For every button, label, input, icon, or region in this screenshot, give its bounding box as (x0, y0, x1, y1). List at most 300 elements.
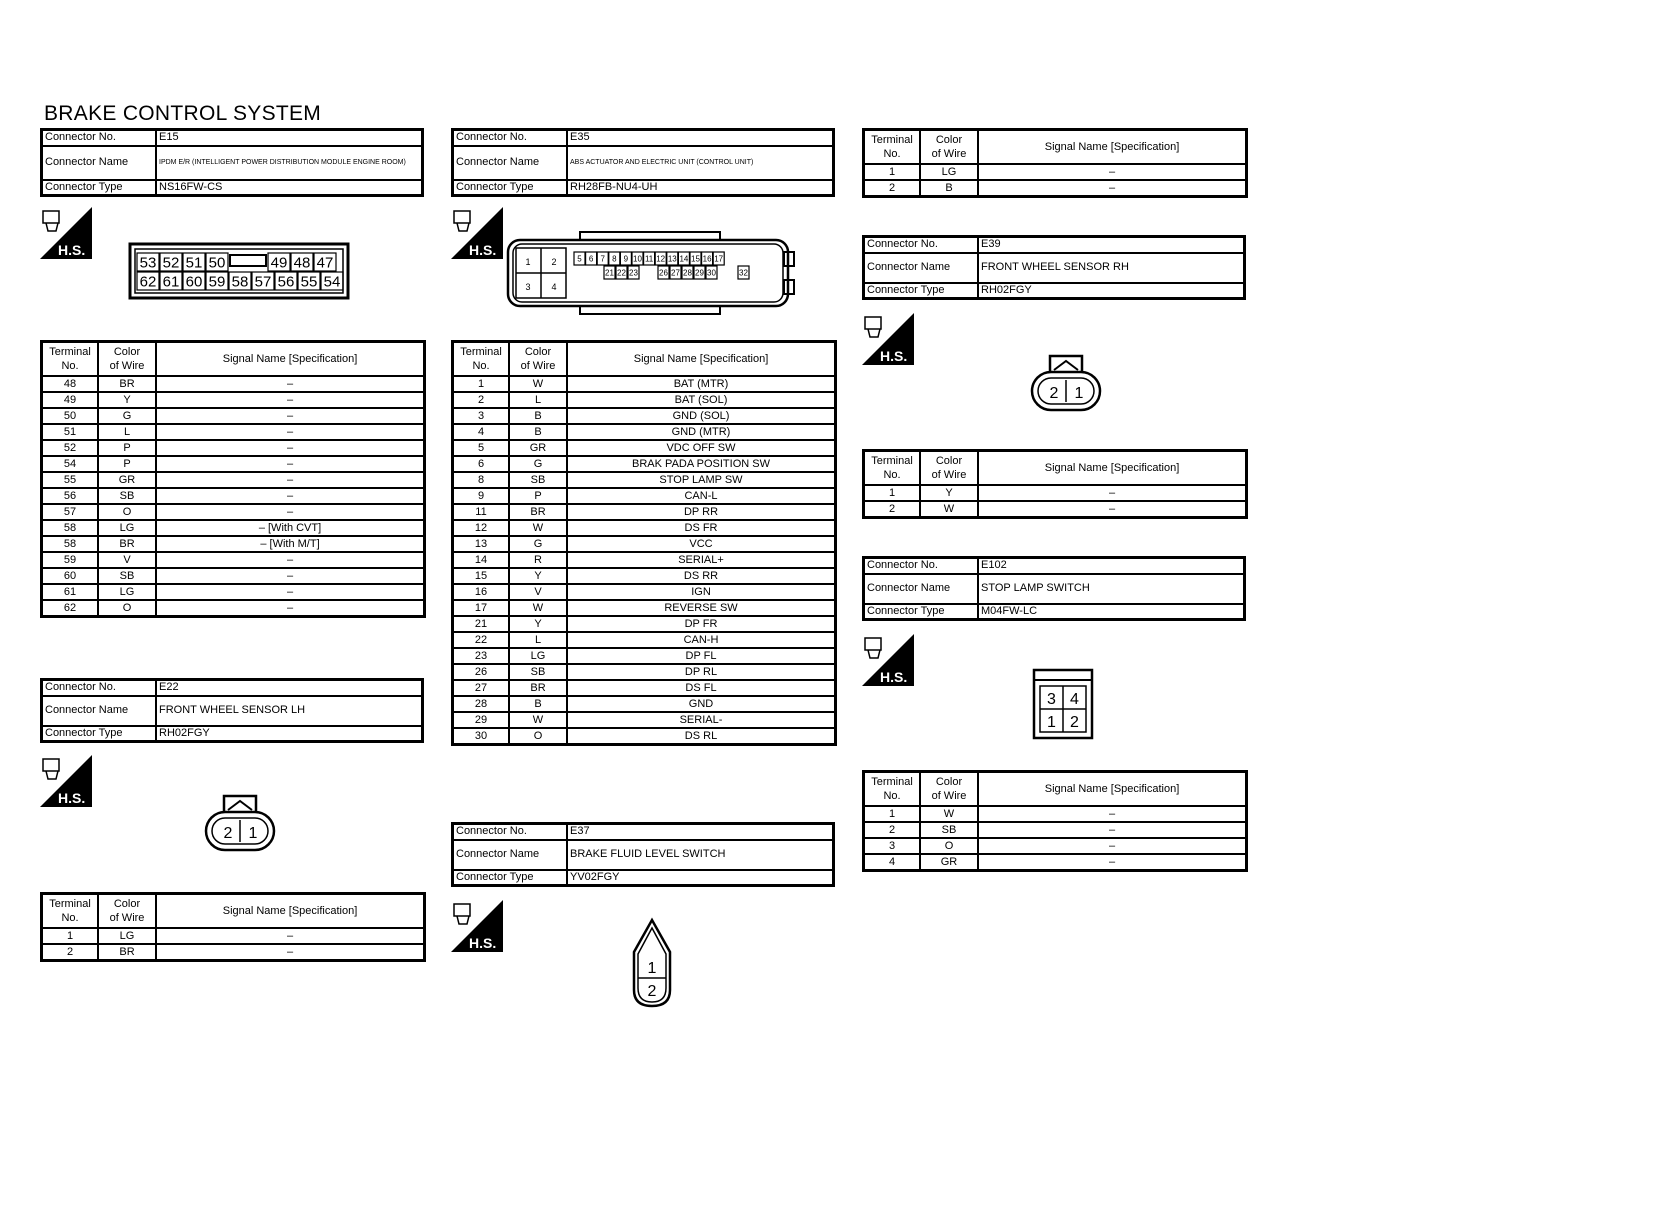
signal-cell: DS RL (567, 728, 836, 745)
terminal-no-header: Terminal No. (864, 772, 921, 807)
signal-cell: – (156, 928, 425, 944)
terminal-cell: 52 (42, 440, 99, 456)
terminal-cell: 50 (42, 408, 99, 424)
wire-color-cell: BR (98, 376, 156, 392)
pin-label: 4 (551, 282, 557, 292)
table-row (42, 584, 425, 600)
wire-color-cell: W (920, 806, 978, 822)
connector-type-value: M04FW-LC (978, 604, 1245, 620)
pin-label: 52 (162, 254, 180, 272)
wire-color-cell: LG (920, 164, 978, 180)
table-row (453, 504, 836, 520)
signal-cell: – (156, 456, 425, 472)
wire-color-cell: G (509, 456, 567, 472)
terminal-cell: 4 (453, 424, 510, 440)
table-row (453, 536, 836, 552)
color-header: Color of Wire (920, 772, 978, 807)
table-row (453, 520, 836, 536)
terminal-cell: 12 (453, 520, 510, 536)
signal-cell: – (156, 472, 425, 488)
connector-name-label: Connector Name (453, 840, 568, 870)
pin-label: 29 (695, 268, 704, 278)
wire-color-cell: GR (509, 440, 567, 456)
connector-name-value: BRAKE FLUID LEVEL SWITCH (567, 840, 834, 870)
color-header: Color of Wire (920, 130, 978, 165)
connector-name-label: Connector Name (453, 146, 568, 180)
signal-cell: BRAK PADA POSITION SW (567, 456, 836, 472)
page-title: BRAKE CONTROL SYSTEM (44, 102, 322, 125)
e102-connector-face (1032, 668, 1094, 740)
connector-name-value: FRONT WHEEL SENSOR LH (156, 696, 423, 726)
wire-color-cell: LG (98, 584, 156, 600)
terminal-cell: 6 (453, 456, 510, 472)
table-row (864, 485, 1247, 501)
terminal-cell: 1 (864, 485, 921, 501)
harness-side-icon (40, 755, 92, 807)
wire-color-cell: Y (509, 568, 567, 584)
table-row (42, 600, 425, 617)
wire-color-cell: R (509, 552, 567, 568)
pin-label: 1 (1074, 385, 1084, 402)
connector-no-value: E15 (156, 130, 423, 146)
pin-label: 4 (1070, 691, 1079, 708)
pin-label: 55 (300, 273, 318, 291)
terminal-cell: 2 (864, 180, 921, 197)
wire-color-cell: SB (509, 664, 567, 680)
connector-name-label: Connector Name (864, 253, 979, 283)
wire-color-cell: B (509, 424, 567, 440)
terminal-cell: 58 (42, 536, 99, 552)
connector-name-label: Connector Name (864, 574, 979, 604)
harness-side-icon (862, 313, 914, 365)
e35-connector-face (506, 230, 796, 316)
terminal-cell: 23 (453, 648, 510, 664)
signal-cell: SERIAL+ (567, 552, 836, 568)
table-row (453, 424, 836, 440)
color-header: Color of Wire (509, 342, 567, 377)
connector-no-value: E35 (567, 130, 834, 146)
signal-cell: DP FR (567, 616, 836, 632)
signal-cell: – (156, 488, 425, 504)
signal-name-header: Signal Name [Specification] (156, 342, 425, 377)
e15-pin-table (40, 340, 426, 618)
pin-label: 2 (647, 983, 657, 1000)
wire-color-cell: Y (509, 616, 567, 632)
table-row (864, 164, 1247, 180)
wire-color-cell: P (98, 456, 156, 472)
terminal-cell: 56 (42, 488, 99, 504)
pin-label: 1 (248, 825, 258, 842)
terminal-cell: 15 (453, 568, 510, 584)
connector-type-value: RH02FGY (156, 726, 423, 742)
table-row (42, 568, 425, 584)
terminal-cell: 62 (42, 600, 99, 617)
pin-label: 27 (671, 268, 680, 278)
svg-text:H.S.: H.S. (469, 935, 497, 951)
signal-cell: – (978, 822, 1247, 838)
connector-no-label: Connector No. (453, 130, 568, 146)
terminal-cell: 2 (453, 392, 510, 408)
connector-no-value: E37 (567, 824, 834, 840)
terminal-cell: 4 (864, 854, 921, 871)
terminal-cell: 1 (453, 376, 510, 392)
wire-color-cell: L (509, 632, 567, 648)
signal-cell: BAT (MTR) (567, 376, 836, 392)
signal-cell: SERIAL- (567, 712, 836, 728)
connector-type-value: NS16FW-CS (156, 180, 423, 196)
signal-cell: – [With M/T] (156, 536, 425, 552)
wire-color-cell: Y (920, 485, 978, 501)
signal-cell: GND (SOL) (567, 408, 836, 424)
signal-cell: – (978, 806, 1247, 822)
pin-label: 2 (1070, 714, 1079, 731)
terminal-cell: 22 (453, 632, 510, 648)
color-header: Color of Wire (98, 894, 156, 929)
connector-name-label: Connector Name (42, 696, 157, 726)
table-row (42, 456, 425, 472)
wire-color-cell: V (98, 552, 156, 568)
e37-pin-table (862, 128, 1248, 198)
terminal-cell: 2 (864, 501, 921, 518)
terminal-cell: 48 (42, 376, 99, 392)
table-row (864, 854, 1247, 871)
pin-label: 49 (270, 254, 288, 272)
wire-color-cell: W (920, 501, 978, 518)
harness-side-icon (451, 207, 503, 259)
e15-connector-face (128, 242, 350, 300)
pin-label: 11 (644, 254, 654, 264)
connector-type-label: Connector Type (42, 180, 157, 196)
table-row (453, 680, 836, 696)
pin-label: 60 (185, 273, 203, 291)
pin-label: 3 (1047, 691, 1056, 708)
pin-label: 13 (667, 254, 677, 264)
pin-label: 7 (600, 254, 605, 264)
wire-color-cell: L (98, 424, 156, 440)
terminal-cell: 1 (864, 164, 921, 180)
pin-label: 50 (208, 254, 226, 272)
terminal-cell: 59 (42, 552, 99, 568)
terminal-cell: 26 (453, 664, 510, 680)
connector-type-value: RH28FB-NU4-UH (567, 180, 834, 196)
signal-cell: – (978, 485, 1247, 501)
wire-color-cell: GR (920, 854, 978, 871)
e39-connector-face (1028, 352, 1104, 414)
wire-color-cell: LG (98, 928, 156, 944)
pin-label: 17 (714, 254, 724, 264)
terminal-cell: 51 (42, 424, 99, 440)
table-row (42, 536, 425, 552)
signal-cell: – [With CVT] (156, 520, 425, 536)
signal-cell: DP RL (567, 664, 836, 680)
connector-no-value: E102 (978, 558, 1245, 574)
terminal-cell: 2 (864, 822, 921, 838)
terminal-cell: 5 (453, 440, 510, 456)
pin-label: 26 (659, 268, 668, 278)
pin-label: 15 (691, 254, 700, 264)
signal-cell: – (156, 424, 425, 440)
signal-cell: – (978, 838, 1247, 854)
table-row (453, 488, 836, 504)
table-row (453, 648, 836, 664)
terminal-cell: 8 (453, 472, 510, 488)
table-row (453, 712, 836, 728)
color-header: Color of Wire (98, 342, 156, 377)
table-row (42, 424, 425, 440)
table-row (42, 928, 425, 944)
table-row (453, 456, 836, 472)
pin-label: 5 (577, 254, 582, 264)
signal-cell: DP FL (567, 648, 836, 664)
wire-color-cell: SB (98, 488, 156, 504)
connector-type-value: RH02FGY (978, 283, 1245, 299)
e102-connector-info (862, 556, 1246, 621)
wire-color-cell: GR (98, 472, 156, 488)
signal-cell: – (978, 501, 1247, 518)
table-row (453, 472, 836, 488)
wire-color-cell: O (98, 504, 156, 520)
connector-name-value: IPDM E/R (INTELLIGENT POWER DISTRIBUTION MODULE ENGINE ROOM) (156, 146, 423, 180)
e37-connector-info (451, 822, 835, 887)
svg-text:H.S.: H.S. (469, 242, 497, 258)
signal-cell: – (156, 584, 425, 600)
pin-label: 58 (231, 273, 249, 291)
wire-color-cell: W (509, 376, 567, 392)
harness-side-icon (40, 207, 92, 259)
terminal-no-header: Terminal No. (864, 451, 921, 486)
pin-label: 28 (683, 268, 692, 278)
connector-type-label: Connector Type (42, 726, 157, 742)
terminal-cell: 27 (453, 680, 510, 696)
table-row (42, 552, 425, 568)
connector-type-value: YV02FGY (567, 870, 834, 886)
e35-connector-info (451, 128, 835, 197)
table-row (453, 568, 836, 584)
table-row (42, 408, 425, 424)
connector-no-value: E22 (156, 680, 423, 696)
signal-cell: – (978, 180, 1247, 197)
pin-label: 62 (139, 273, 157, 291)
signal-cell: GND (567, 696, 836, 712)
wire-color-cell: V (509, 584, 567, 600)
pin-label: 59 (208, 273, 226, 291)
signal-cell: – (156, 392, 425, 408)
wire-color-cell: O (920, 838, 978, 854)
wire-color-cell: SB (509, 472, 567, 488)
wire-color-cell: LG (509, 648, 567, 664)
signal-name-header: Signal Name [Specification] (978, 130, 1247, 165)
pin-label: 16 (702, 254, 712, 264)
terminal-cell: 3 (453, 408, 510, 424)
table-row (453, 376, 836, 392)
connector-name-label: Connector Name (42, 146, 157, 180)
pin-label: 47 (316, 254, 334, 272)
table-row (42, 944, 425, 961)
signal-name-header: Signal Name [Specification] (978, 772, 1247, 807)
signal-cell: – (156, 376, 425, 392)
wire-color-cell: BR (509, 680, 567, 696)
signal-cell: GND (MTR) (567, 424, 836, 440)
table-row (453, 696, 836, 712)
pin-label: 57 (254, 273, 272, 291)
terminal-cell: 58 (42, 520, 99, 536)
pin-label: 6 (588, 254, 594, 264)
e102-pin-table (862, 770, 1248, 872)
table-row (864, 822, 1247, 838)
terminal-cell: 21 (453, 616, 510, 632)
pin-label: 2 (223, 825, 233, 842)
table-row (42, 440, 425, 456)
terminal-cell: 14 (453, 552, 510, 568)
terminal-cell: 13 (453, 536, 510, 552)
table-row (42, 472, 425, 488)
pin-label: 9 (623, 254, 629, 264)
wire-color-cell: BR (98, 944, 156, 961)
table-row (453, 584, 836, 600)
connector-no-label: Connector No. (453, 824, 568, 840)
pin-label: 48 (293, 254, 311, 272)
pin-label: 10 (633, 254, 642, 264)
signal-cell: DS RR (567, 568, 836, 584)
harness-side-icon (451, 900, 503, 952)
table-row (453, 600, 836, 616)
color-header: Color of Wire (920, 451, 978, 486)
terminal-cell: 61 (42, 584, 99, 600)
pin-label: 12 (656, 254, 666, 264)
terminal-cell: 55 (42, 472, 99, 488)
connector-name-value: FRONT WHEEL SENSOR RH (978, 253, 1245, 283)
e22-connector-info (40, 678, 424, 743)
signal-cell: – (156, 600, 425, 617)
table-row (42, 392, 425, 408)
connector-type-label: Connector Type (864, 604, 979, 620)
terminal-no-header: Terminal No. (42, 894, 99, 929)
pin-label: 1 (647, 960, 657, 977)
wire-color-cell: SB (98, 568, 156, 584)
signal-cell: VCC (567, 536, 836, 552)
terminal-cell: 28 (453, 696, 510, 712)
wire-color-cell: G (509, 536, 567, 552)
pin-label: 54 (323, 273, 341, 291)
svg-text:H.S.: H.S. (58, 242, 86, 258)
terminal-cell: 30 (453, 728, 510, 745)
table-row (42, 520, 425, 536)
connector-no-label: Connector No. (42, 130, 157, 146)
pin-label: 30 (707, 268, 716, 278)
wire-color-cell: W (509, 712, 567, 728)
terminal-no-header: Terminal No. (864, 130, 921, 165)
signal-cell: DS FR (567, 520, 836, 536)
signal-cell: STOP LAMP SW (567, 472, 836, 488)
pin-label: 56 (277, 273, 295, 291)
connector-type-label: Connector Type (453, 180, 568, 196)
wire-color-cell: W (509, 520, 567, 536)
wire-color-cell: O (509, 728, 567, 745)
wire-color-cell: Y (98, 392, 156, 408)
wire-color-cell: LG (98, 520, 156, 536)
signal-cell: – (978, 854, 1247, 871)
connector-no-label: Connector No. (864, 237, 979, 253)
terminal-cell: 57 (42, 504, 99, 520)
pin-label: 23 (629, 268, 638, 278)
svg-text:H.S.: H.S. (880, 348, 908, 364)
wire-color-cell: W (509, 600, 567, 616)
wire-color-cell: O (98, 600, 156, 617)
terminal-cell: 1 (864, 806, 921, 822)
signal-cell: – (156, 552, 425, 568)
wire-color-cell: G (98, 408, 156, 424)
table-row (42, 504, 425, 520)
e35-pin-table (451, 340, 837, 746)
pin-label: 53 (139, 254, 157, 272)
signal-cell: BAT (SOL) (567, 392, 836, 408)
terminal-cell: 17 (453, 600, 510, 616)
terminal-cell: 54 (42, 456, 99, 472)
wire-color-cell: B (509, 408, 567, 424)
svg-text:H.S.: H.S. (58, 790, 86, 806)
wire-color-cell: L (509, 392, 567, 408)
table-row (864, 806, 1247, 822)
pin-label: 21 (605, 268, 614, 278)
signal-cell: DS FL (567, 680, 836, 696)
table-row (453, 440, 836, 456)
signal-cell: – (156, 504, 425, 520)
table-row (42, 376, 425, 392)
wire-color-cell: BR (509, 504, 567, 520)
signal-cell: IGN (567, 584, 836, 600)
pin-label: 2 (551, 257, 557, 267)
terminal-cell: 9 (453, 488, 510, 504)
signal-cell: – (978, 164, 1247, 180)
pin-label: 51 (185, 254, 203, 272)
connector-name-value: STOP LAMP SWITCH (978, 574, 1245, 604)
table-row (453, 664, 836, 680)
e22-connector-face (202, 792, 278, 854)
signal-cell: REVERSE SW (567, 600, 836, 616)
table-row (864, 501, 1247, 518)
signal-cell: DP RR (567, 504, 836, 520)
pin-label: 61 (162, 273, 180, 291)
signal-name-header: Signal Name [Specification] (567, 342, 836, 377)
pin-label: 1 (525, 257, 531, 267)
table-row (453, 408, 836, 424)
connector-no-label: Connector No. (864, 558, 979, 574)
table-row (42, 488, 425, 504)
signal-name-header: Signal Name [Specification] (978, 451, 1247, 486)
signal-cell: – (156, 944, 425, 961)
pin-label: 3 (525, 282, 531, 292)
e37-connector-face (630, 916, 674, 1010)
pin-label: 32 (739, 268, 748, 278)
terminal-no-header: Terminal No. (42, 342, 99, 377)
terminal-cell: 16 (453, 584, 510, 600)
wire-color-cell: BR (98, 536, 156, 552)
wire-color-cell: P (509, 488, 567, 504)
pin-label: 1 (1047, 714, 1056, 731)
e22-pin-table (40, 892, 426, 962)
svg-text:H.S.: H.S. (880, 669, 908, 685)
wire-color-cell: B (920, 180, 978, 197)
table-row (864, 838, 1247, 854)
terminal-cell: 11 (453, 504, 510, 520)
signal-name-header: Signal Name [Specification] (156, 894, 425, 929)
table-row (453, 552, 836, 568)
signal-cell: CAN-L (567, 488, 836, 504)
signal-cell: CAN-H (567, 632, 836, 648)
signal-cell: – (156, 568, 425, 584)
terminal-cell: 49 (42, 392, 99, 408)
pin-label: 2 (1049, 385, 1059, 402)
